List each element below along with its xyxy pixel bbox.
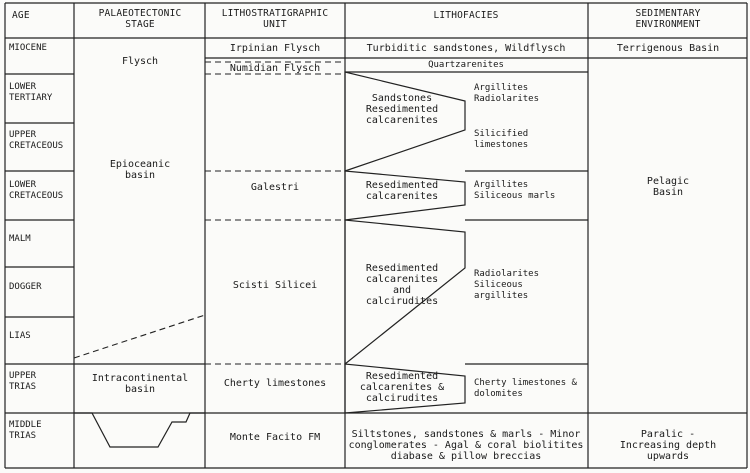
age-lias: LIAS [9,331,31,341]
age-upper-cretaceous: UPPER CRETACEOUS [9,130,64,151]
header-environment: SEDIMENTARY ENVIRONMENT [635,8,701,30]
stage-intracontinental: Intracontinental basin [91,373,189,395]
litho-w3-left: Resedimented calcarenites and calcirudites [365,263,439,307]
age-miocene: MIOCENE [9,43,47,53]
unit-numidian-flysch: Numidian Flysch [229,63,321,74]
age-dogger: DOGGER [9,282,42,292]
header-stage: PALAEOTECTONIC STAGE [98,8,182,30]
age-malm: MALM [9,234,31,244]
stage-epioceanic: Epioceanic basin [109,159,171,181]
litho-w1-left: Sandstones Resedimented calcarenites [365,93,439,126]
unit-cherty-limestones: Cherty limestones [223,378,327,389]
litho-w4-left: Resedimented calcarenites & calcirudites [359,371,445,404]
age-lower-cretaceous: LOWER CRETACEOUS [9,180,64,201]
litho-w3-right: Radiolarites Siliceous argillites [474,269,540,301]
litho-w2-left: Resedimented calcarenites [365,180,439,202]
header-age: AGE [12,10,30,21]
header-lithofacies: LITHOFACIES [433,10,499,21]
litho-turbiditic: Turbiditic sandstones, Wildflysch [366,43,566,54]
unit-irpinian-flysch: Irpinian Flysch [229,43,321,54]
unit-galestri: Galestri [250,182,300,193]
stage-flysch: Flysch [121,56,159,67]
age-middle-trias: MIDDLE TRIAS [9,420,42,441]
litho-w2-right: Argillites Siliceous marls [474,180,556,201]
litho-middle-trias: Siltstones, sandstones & marls - Minor conglomerates - Agal & coral biolitites diabase & pillow breccias [348,429,584,462]
unit-scisti-silicei: Scisti Silicei [232,280,318,291]
litho-w1-right-top: Argillites Radiolarites [474,83,540,104]
stage-boundary-dashed [74,315,205,358]
header-unit: LITHOSTRATIGRAPHIC UNIT [221,8,329,30]
litho-quartzarenites: Quartzarenites [428,60,504,70]
env-pelagic: Pelagic Basin [646,176,690,198]
env-terrigenous: Terrigenous Basin [616,43,720,54]
litho-w4-right: Cherty limestones & dolomites [474,378,577,399]
litho-w1-right-bottom: Silicified limestones [474,129,529,150]
age-lower-tertiary: LOWER TERTIARY [9,82,53,103]
unit-monte-facito: Monte Facito FM [229,432,321,443]
env-paralic: Paralic - Increasing depth upwards [619,429,717,462]
age-upper-trias: UPPER TRIAS [9,371,37,392]
